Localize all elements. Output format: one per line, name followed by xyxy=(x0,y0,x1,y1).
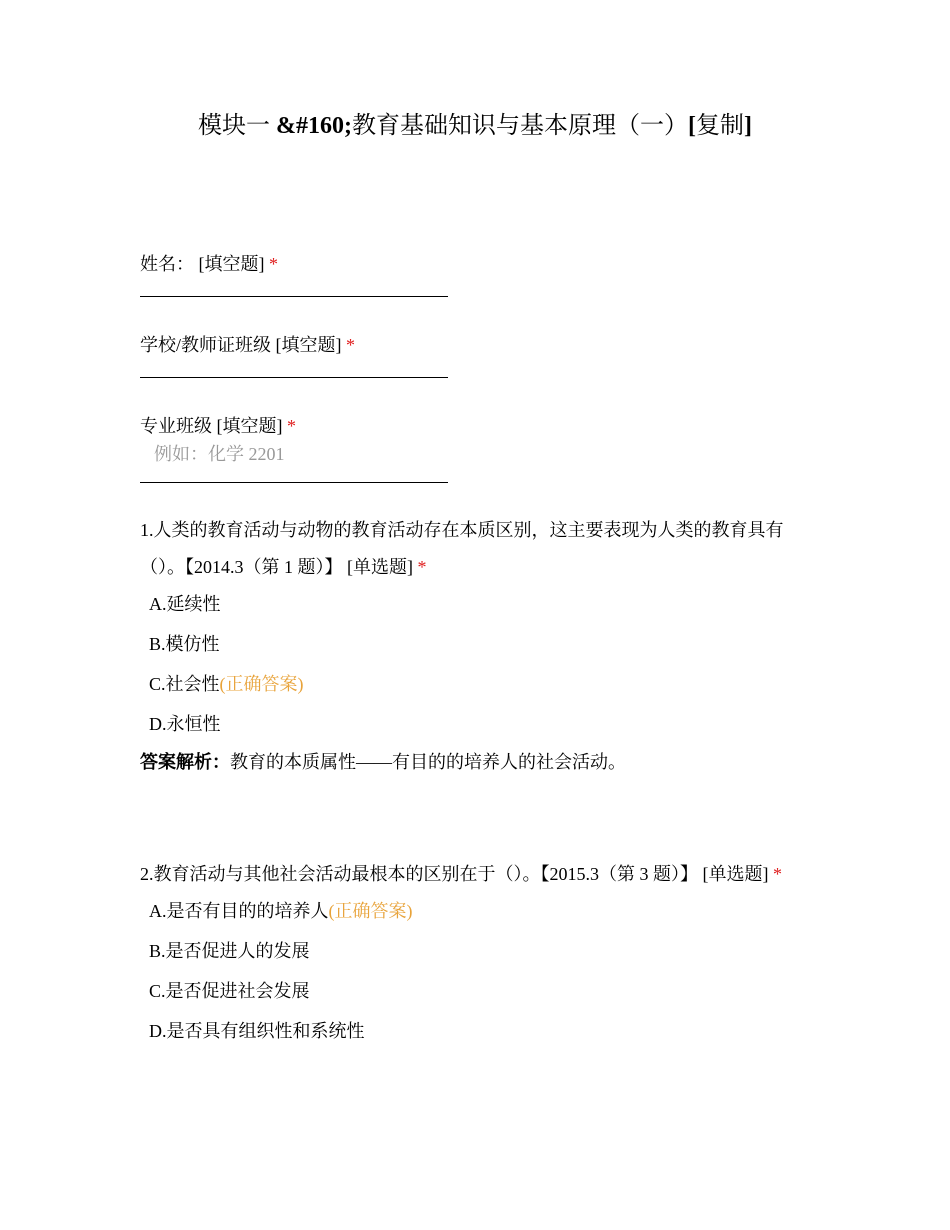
option-d[interactable] xyxy=(140,1017,820,1057)
school-input-line[interactable] xyxy=(140,365,450,378)
correct-tag: (正确答案) xyxy=(328,901,413,921)
option-b[interactable] xyxy=(140,630,820,670)
analysis-text: 教育的本质属性——有目的的培养人的社会活动。 xyxy=(230,752,626,772)
option-b[interactable] xyxy=(140,937,820,977)
option-label: D.是否具有组织性和系统性 xyxy=(149,1021,365,1041)
required-mark: * xyxy=(269,254,278,274)
required-mark: * xyxy=(287,416,296,436)
option-d[interactable] xyxy=(140,710,820,748)
name-input-line[interactable] xyxy=(140,284,450,297)
required-mark: * xyxy=(346,335,356,355)
field-type: [填空题] xyxy=(216,416,283,436)
title-part4: 复制 xyxy=(695,113,744,139)
field-major xyxy=(140,412,820,483)
option-label: C.社会性 xyxy=(149,674,220,694)
option-label: B.是否促进人的发展 xyxy=(149,941,310,961)
option-label: B.模仿性 xyxy=(149,634,220,654)
field-label xyxy=(140,250,820,278)
option-label: C.是否促进社会发展 xyxy=(149,981,310,1001)
question-stem: 1.人类的教育活动与动物的教育活动存在本质区别，这主要表现为人类的教育具有（）。【2014.3（第 1 题）】 [单选题] xyxy=(140,520,784,577)
major-input-line[interactable] xyxy=(140,470,450,483)
option-label: A.是否有目的的培养人 xyxy=(149,901,329,921)
major-placeholder: 例如：化学 2201 xyxy=(154,444,285,464)
option-a[interactable] xyxy=(140,897,820,937)
title-entity: &#160; xyxy=(276,113,352,139)
title-part2: 教育基础知识与基本原理（一） xyxy=(351,113,688,139)
option-label: A.延续性 xyxy=(149,594,221,614)
title-part1: 模块一 xyxy=(198,113,276,139)
field-type: [填空题] xyxy=(275,335,342,355)
option-a[interactable] xyxy=(140,590,820,630)
question-2 xyxy=(140,856,820,1057)
field-label-text: 学校/教师证班级 xyxy=(140,335,272,355)
question-text xyxy=(140,856,820,893)
question-text xyxy=(140,512,820,586)
title-part5: ] xyxy=(743,113,752,139)
field-label-text: 姓名： xyxy=(140,254,194,274)
field-school xyxy=(140,331,820,378)
field-name xyxy=(140,250,820,297)
required-mark: * xyxy=(773,864,782,884)
option-c[interactable] xyxy=(140,977,820,1017)
question-1 xyxy=(140,512,820,776)
analysis-heading: 答案解析： xyxy=(140,752,230,772)
option-c[interactable] xyxy=(140,670,820,710)
required-mark: * xyxy=(417,557,427,577)
field-label xyxy=(140,331,820,359)
answer-analysis xyxy=(140,748,820,776)
field-label-text: 专业班级 xyxy=(140,416,212,436)
page-title xyxy=(0,108,950,144)
field-label xyxy=(140,412,820,440)
question-stem: 2.教育活动与其他社会活动最根本的区别在于（）。【2015.3（第 3 题）】 [单选题] xyxy=(140,864,769,884)
field-type: [填空题] xyxy=(198,254,265,274)
option-label: D.永恒性 xyxy=(149,714,221,734)
correct-tag: (正确答案) xyxy=(219,674,304,694)
title-part3: [ xyxy=(687,113,696,139)
